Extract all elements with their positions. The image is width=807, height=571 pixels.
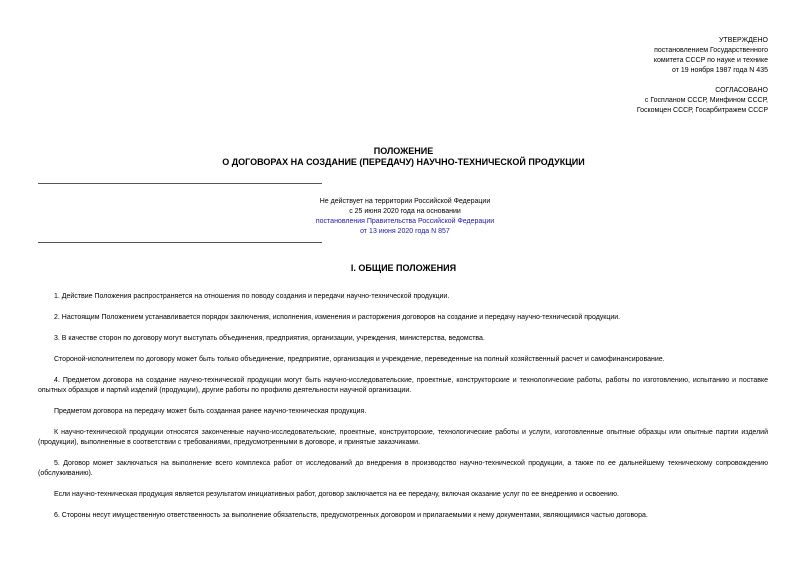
- divider-top: [38, 183, 322, 184]
- approved-line: постановлением Государственного: [654, 47, 768, 54]
- approved-line: комитета СССР по науке и технике: [653, 57, 768, 64]
- paragraph: 2. Настоящим Положением устанавливается порядок заключения, исполнения, изменения и расторжения договоров на создание и передачу научно-технической продукции.: [54, 314, 621, 321]
- agreed-heading: СОГЛАСОВАНО: [715, 87, 768, 94]
- agreed-line: с Госпланом СССР, Минфином СССР,: [644, 97, 768, 104]
- divider-bottom: [38, 242, 322, 243]
- paragraph: 6. Стороны несут имущественную ответственность за выполнение обязательств, предусмотренных договором и прилагаемыми к нему документами, являющимися частью договора.: [54, 512, 648, 519]
- paragraph: 3. В качестве сторон по договору могут выступать объединения, предприятия, организации, учреждения, министерства, ведомства.: [54, 335, 485, 342]
- approved-heading: УТВЕРЖДЕНО: [718, 37, 768, 44]
- document-body: [38, 292, 768, 532]
- status-line-2: с 25 июня 2020 года на основании: [349, 208, 461, 215]
- paragraph: 4. Предметом договора на создание научно-технической продукции могут быть научно-исследовательские, проектные, конструкторские и технологические работы, работы по изготовлению, испытанию и поставке опытных образцов и партий изделий (продукции), другие работы по профилю деятельности научной организации.: [38, 377, 768, 394]
- title-line-1: ПОЛОЖЕНИЕ: [373, 146, 434, 156]
- paragraph: 1. Действие Положения распространяется на отношения по поводу создания и передачи научно-технической продукции.: [54, 293, 450, 300]
- paragraph: 5. Договор может заключаться на выполнение всего комплекса работ от исследований до внедрения в производство научно-технической продукции, а также по ее дальнейшему техническому сопровождению (обслуживанию).: [38, 460, 768, 477]
- section-title: I. ОБЩИЕ ПОЛОЖЕНИЯ: [350, 263, 457, 273]
- paragraph: Стороной-исполнителем по договору может быть только объединение, предприятие, организация и учреждение, переведенные на полный хозяйственный расчет и самофинансирование.: [54, 356, 665, 363]
- status-link-1[interactable]: постановления Правительства Российской Федерации: [315, 218, 495, 225]
- document-title: [0, 146, 807, 168]
- status-link-2[interactable]: от 13 июня 2020 года N 857: [360, 228, 450, 235]
- paragraph: Предметом договора на передачу может быть созданная ранее научно-техническая продукция.: [54, 408, 367, 415]
- approved-line: от 19 ноября 1987 года N 435: [672, 67, 768, 74]
- agreed-line: Госкомцен СССР, Госарбитражем СССР: [636, 107, 768, 114]
- agreed-stamp: [548, 86, 768, 116]
- title-line-2: О ДОГОВОРАХ НА СОЗДАНИЕ (ПЕРЕДАЧУ) НАУЧНО-ТЕХНИЧЕСКОЙ ПРОДУКЦИИ: [222, 157, 585, 167]
- approved-stamp: [548, 36, 768, 76]
- validity-status: [290, 197, 520, 237]
- status-line-1: Не действует на территории Российской Федерации: [319, 198, 491, 205]
- approval-block: [548, 36, 768, 126]
- paragraph: К научно-технической продукции относятся законченные научно-исследовательские, проектные, конструкторские, технологические работы и услуги, изготовленные опытные образцы или опытные партии изделий (продукции), выполненные в соответствии с требованиями, предусмотренными в договоре, и принятые заказчиками.: [38, 429, 768, 446]
- paragraph: Если научно-техническая продукция является результатом инициативных работ, договор заключается на ее передачу, включая оказание услуг по ее внедрению и освоению.: [54, 491, 619, 498]
